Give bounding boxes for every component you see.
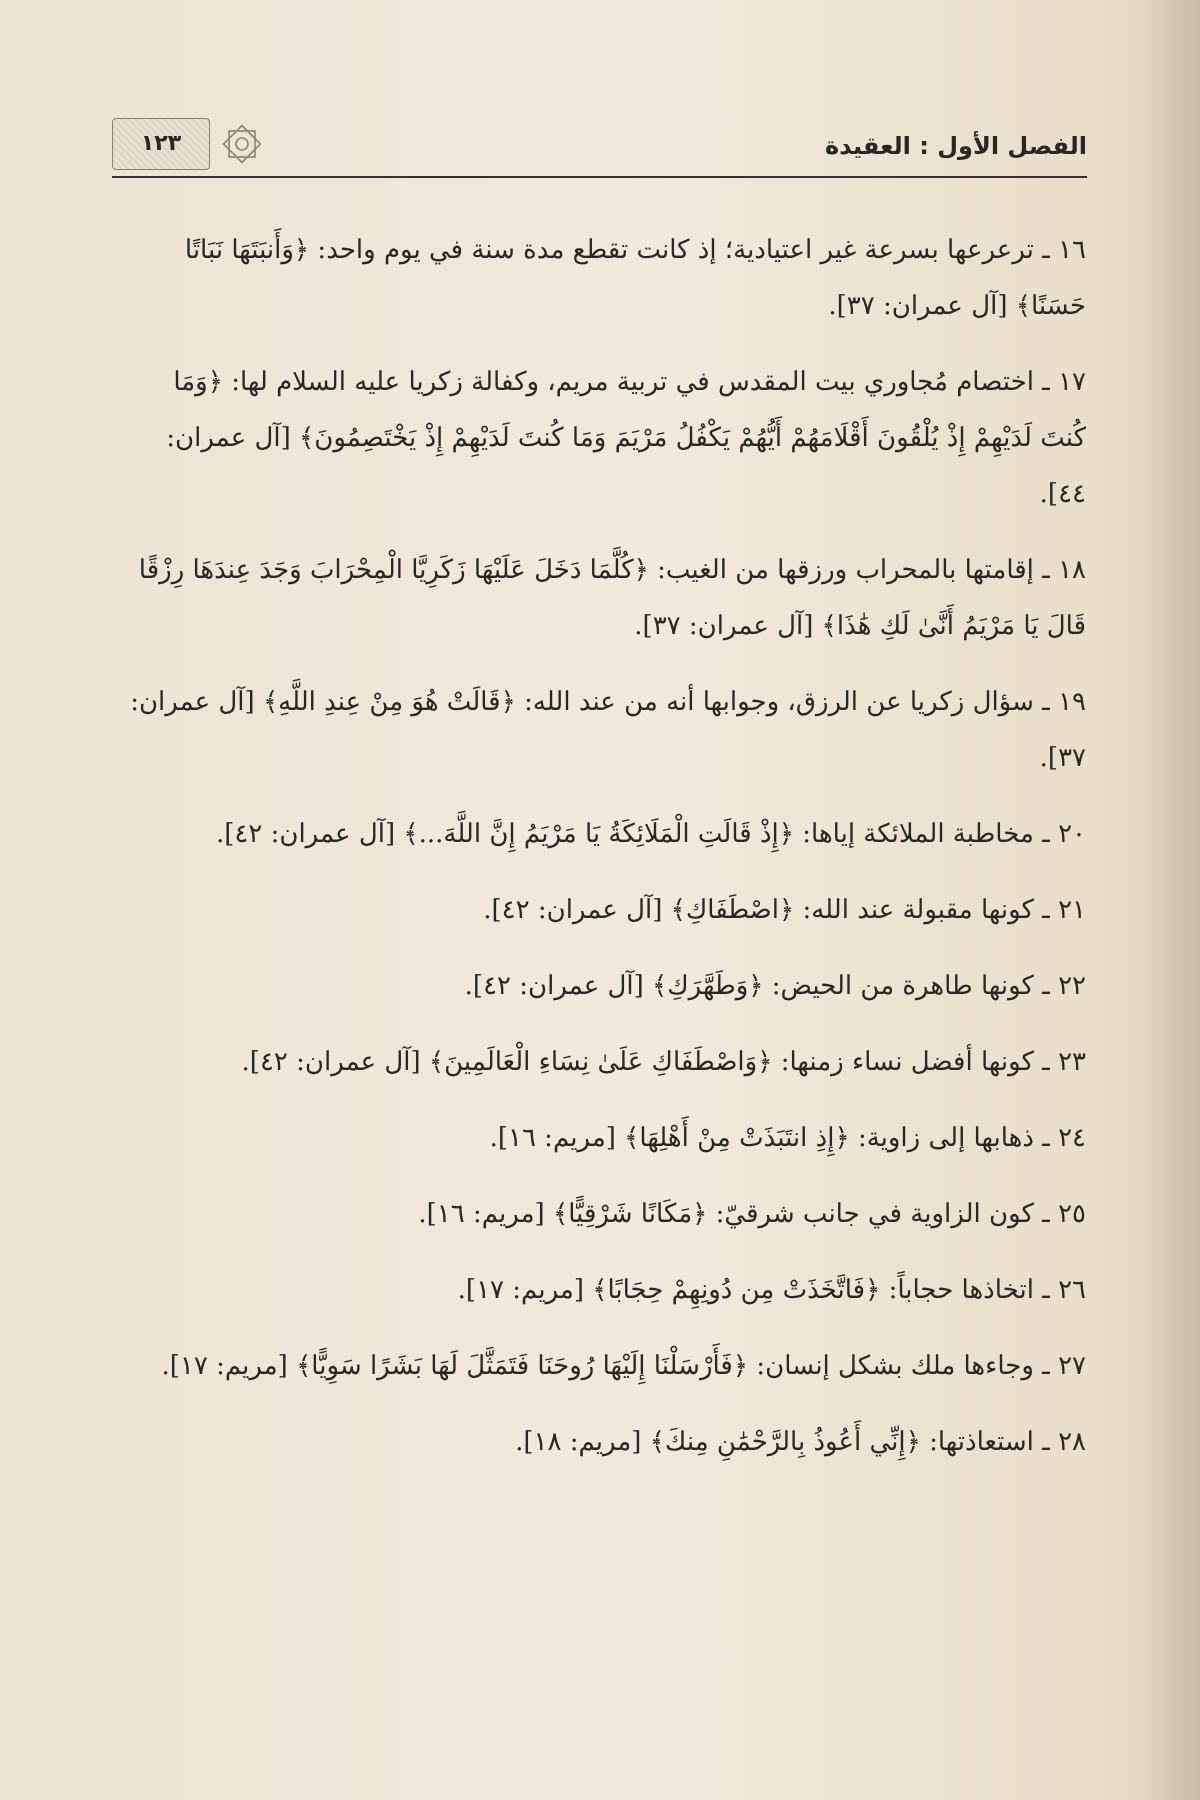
list-item: ٢٢ ـ كونها طاهرة من الحيض: ﴿وَطَهَّرَكِ﴾ [آل عمران: ٤٢].: [464, 971, 1086, 1001]
page-gutter-shadow: [1140, 0, 1200, 1800]
page-number: ١٢٣: [140, 131, 182, 156]
list-item: ١٧ ـ اختصام مُجاوري بيت المقدس في تربية مريم، وكفالة زكريا عليه السلام لها: ﴿وَمَا كُنتَ لَدَيْهِمْ إِذْ يُلْقُونَ أَقْلَامَهُمْ أَيُّهُمْ يَكْفُلُ مَرْيَمَ وَمَا كُنتَ لَدَيْهِمْ إِذْ يَخْتَصِمُونَ﴾ [آل عمران: ٤٤].: [166, 367, 1086, 509]
list-item: ٢٨ ـ استعاذتها: ﴿إِنِّي أَعُوذُ بِالرَّحْمَٰنِ مِنكَ﴾ [مريم: ١٨].: [515, 1427, 1086, 1457]
chapter-title: الفصل الأول : العقيدة: [825, 132, 1087, 160]
list-item: ٢٥ ـ كون الزاوية في جانب شرقيّ: ﴿مَكَانًا شَرْقِيًّا﴾ [مريم: ١٦].: [418, 1199, 1086, 1229]
ornament-icon: [220, 122, 264, 166]
list-item: ٢٤ ـ ذهابها إلى زاوية: ﴿إِذِ انتَبَذَتْ مِنْ أَهْلِهَا﴾ [مريم: ١٦].: [489, 1123, 1086, 1153]
page-content: [120, 222, 1086, 1490]
list-item: ١٦ ـ ترعرعها بسرعة غير اعتيادية؛ إذ كانت تقطع مدة سنة في يوم واحد: ﴿وَأَنبَتَهَا نَبَاتًا حَسَنًا﴾ [آل عمران: ٣٧].: [184, 235, 1086, 321]
list-item: ٢١ ـ كونها مقبولة عند الله: ﴿اصْطَفَاكِ﴾ [آل عمران: ٤٢].: [483, 895, 1086, 925]
page-number-box: [112, 118, 210, 170]
list-item: ٢٣ ـ كونها أفضل نساء زمنها: ﴿وَاصْطَفَاكِ عَلَىٰ نِسَاءِ الْعَالَمِينَ﴾ [آل عمران: ٤٢].: [241, 1047, 1086, 1077]
page-header: [112, 118, 1087, 178]
list-item: ٢٠ ـ مخاطبة الملائكة إياها: ﴿إِذْ قَالَتِ الْمَلَائِكَةُ يَا مَرْيَمُ إِنَّ اللَّهَ...﴾ [آل عمران: ٤٢].: [215, 819, 1086, 849]
list-item: ١٨ ـ إقامتها بالمحراب ورزقها من الغيب: ﴿كُلَّمَا دَخَلَ عَلَيْهَا زَكَرِيَّا الْمِحْرَابَ وَجَدَ عِندَهَا رِزْقًا قَالَ يَا مَرْيَمُ أَنَّىٰ لَكِ هَٰذَا﴾ [آل عمران: ٣٧].: [138, 555, 1086, 641]
header-rule: [112, 176, 1087, 178]
list-item: ٢٧ ـ وجاءها ملك بشكل إنسان: ﴿فَأَرْسَلْنَا إِلَيْهَا رُوحَنَا فَتَمَثَّلَ لَهَا بَشَرًا سَوِيًّا﴾ [مريم: ١٧].: [161, 1351, 1086, 1381]
list-item: ٢٦ ـ اتخاذها حجاباً: ﴿فَاتَّخَذَتْ مِن دُونِهِمْ حِجَابًا﴾ [مريم: ١٧].: [457, 1275, 1086, 1305]
list-item: ١٩ ـ سؤال زكريا عن الرزق، وجوابها أنه من عند الله: ﴿قَالَتْ هُوَ مِنْ عِندِ اللَّهِ﴾ [آل عمران: ٣٧].: [130, 687, 1086, 773]
